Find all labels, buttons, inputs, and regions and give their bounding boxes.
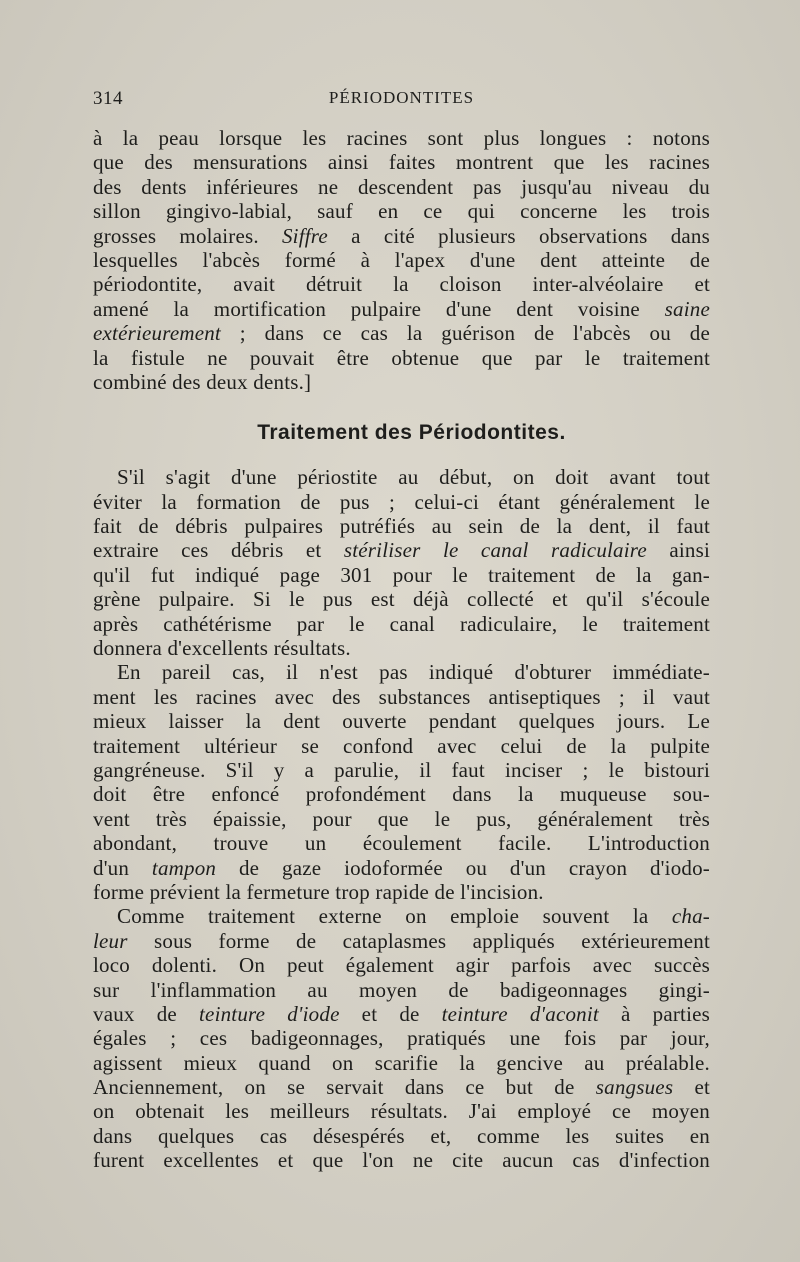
emphasis: teinture d'aconit bbox=[441, 1001, 599, 1026]
text-line bbox=[93, 856, 710, 880]
text-line: éviter la formation de pus ; celui-ci étant généralement le bbox=[93, 489, 710, 514]
text-run: ; dans ce cas la guérison de l'abcès ou de bbox=[220, 321, 710, 346]
text-run: sous forme de cataplasmes appliqués extérieurement bbox=[127, 928, 710, 953]
emphasis: tampon bbox=[151, 855, 217, 880]
text-line bbox=[93, 224, 710, 248]
emphasis: leur bbox=[93, 928, 128, 953]
text-line: lesquelles l'abcès formé à l'apex d'une dent atteinte de bbox=[93, 247, 710, 272]
text-line: agissent mieux quand on scarifie la gencive au préalable. bbox=[93, 1050, 710, 1075]
text-line: ment les racines avec des substances antiseptiques ; il vaut bbox=[93, 684, 710, 709]
emphasis: saine bbox=[664, 296, 710, 321]
text-run: vaux de bbox=[93, 1001, 200, 1026]
text-line bbox=[93, 904, 710, 928]
text-run: d'un bbox=[93, 855, 152, 880]
text-run: Comme traitement externe on emploie souvent la bbox=[117, 904, 672, 929]
text-line: qu'il fut indiqué page 301 pour le traitement de la gan- bbox=[93, 562, 710, 587]
text-line: donnera d'excellents résultats. bbox=[93, 636, 351, 661]
text-line: vent très épaissie, pour que le pus, généralement très bbox=[93, 806, 710, 831]
text-line: sur l'inflammation au moyen de badigeonnages gingi- bbox=[93, 977, 710, 1002]
text-line: loco dolenti. On peut également agir parfois avec succès bbox=[93, 953, 710, 978]
emphasis: stériliser le canal radiculaire bbox=[343, 538, 647, 563]
text-line: fait de débris pulpaires putréfiés au sein de la dent, il faut bbox=[93, 514, 710, 539]
paragraph bbox=[93, 660, 710, 904]
text-line: forme prévient la fermeture trop rapide de l'incision. bbox=[93, 879, 544, 904]
text-run: amené la mortification pulpaire d'une dent voisine bbox=[93, 296, 665, 321]
emphasis: teinture d'iode bbox=[199, 1001, 340, 1026]
text-run: à parties bbox=[598, 1001, 711, 1026]
paragraph bbox=[93, 904, 710, 1172]
body-text bbox=[93, 126, 710, 1173]
text-line bbox=[93, 538, 710, 562]
text-line: sillon gingivo-labial, sauf en ce qui concerne les trois bbox=[93, 199, 710, 224]
text-line: En pareil cas, il n'est pas indiqué d'obturer immédiate- bbox=[117, 660, 710, 685]
page-header bbox=[93, 88, 710, 114]
running-title: PÉRIODONTITES bbox=[328, 88, 475, 107]
text-run: a cité plusieurs observations dans bbox=[327, 223, 710, 248]
text-line: égales ; ces badigeonnages, pratiqués une fois par jour, bbox=[93, 1026, 710, 1051]
text-line bbox=[93, 321, 710, 345]
author-name: Siffre bbox=[281, 223, 328, 248]
text-run: extraire ces débris et bbox=[93, 538, 344, 563]
text-line: grène pulpaire. Si le pus est déjà collecté et qu'il s'écoule bbox=[93, 587, 710, 612]
text-line bbox=[93, 1002, 710, 1026]
text-line bbox=[93, 929, 710, 953]
text-line: gangréneuse. S'il y a parulie, il faut inciser ; le bistouri bbox=[93, 757, 710, 782]
text-line: mieux laisser la dent ouverte pendant quelques jours. Le bbox=[93, 709, 710, 734]
text-run: et bbox=[673, 1075, 710, 1100]
text-line: à la peau lorsque les racines sont plus longues : notons bbox=[93, 126, 710, 150]
emphasis: cha- bbox=[671, 904, 710, 929]
emphasis: sangsues bbox=[595, 1075, 674, 1100]
section-heading: Traitement des Périodontites. bbox=[257, 421, 566, 445]
text-line: S'il s'agit d'une périostite au début, on doit avant tout bbox=[117, 465, 710, 490]
text-run: grosses molaires. bbox=[93, 223, 282, 248]
text-run: et de bbox=[339, 1001, 442, 1026]
text-line: la fistule ne pouvait être obtenue que par le traitement bbox=[93, 345, 710, 370]
text-line: dans quelques cas désespérés et, comme les suites en bbox=[93, 1123, 710, 1148]
paragraph bbox=[93, 465, 710, 660]
text-line: que des mensurations ainsi faites montrent que les racines bbox=[93, 150, 710, 175]
text-line: doit être enfoncé profondément dans la muqueuse sou- bbox=[93, 782, 710, 807]
text-line bbox=[93, 297, 710, 321]
text-line: des dents inférieures ne descendent pas jusqu'au niveau du bbox=[93, 174, 710, 199]
paragraph-continuation bbox=[93, 126, 710, 394]
text-line: abondant, trouve un écoulement facile. L'introduction bbox=[93, 831, 710, 856]
text-run: ainsi bbox=[646, 538, 710, 563]
text-line bbox=[93, 1075, 710, 1099]
emphasis: extérieurement bbox=[93, 321, 221, 346]
text-run: Anciennement, on se servait dans ce but de bbox=[93, 1075, 596, 1100]
text-run: de gaze iodoformée ou d'un crayon d'iodo- bbox=[216, 855, 710, 880]
text-line: furent excellentes et que l'on ne cite aucun cas d'infection bbox=[93, 1148, 710, 1173]
page-number: 314 bbox=[93, 88, 123, 109]
text-line: on obtenait les meilleurs résultats. J'ai employé ce moyen bbox=[93, 1099, 710, 1124]
text-line: combiné des deux dents.] bbox=[93, 369, 312, 394]
text-line: périodontite, avait détruit la cloison inter-alvéolaire et bbox=[93, 272, 710, 297]
text-line: après cathétérisme par le canal radiculaire, le traitement bbox=[93, 611, 710, 636]
text-line: traitement ultérieur se confond avec celui de la pulpite bbox=[93, 733, 710, 758]
